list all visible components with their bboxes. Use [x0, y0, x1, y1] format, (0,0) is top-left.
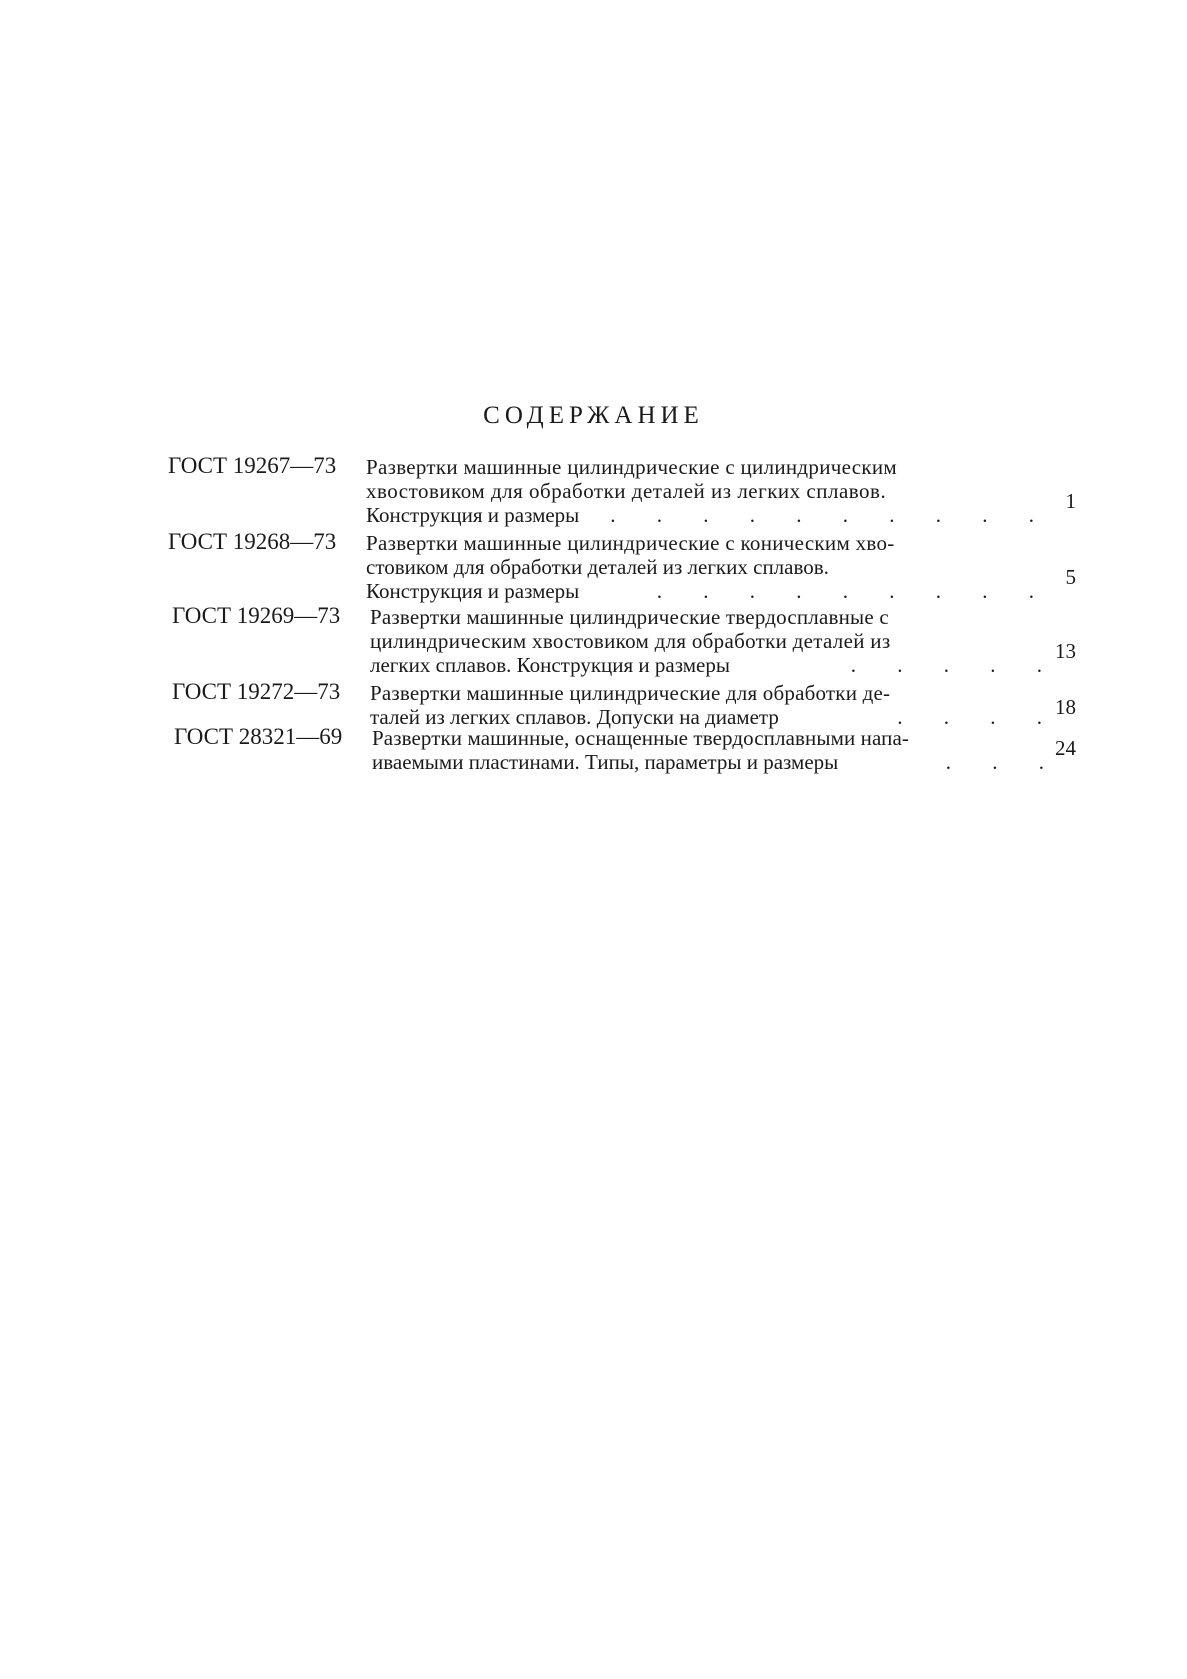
page-number: 13 [1055, 639, 1076, 663]
entry-description [370, 681, 1060, 729]
description-line-text: легких сплавов. Конструкция и размеры [370, 653, 730, 677]
table-of-contents [168, 455, 1088, 776]
description-line [366, 503, 1052, 527]
description-line: стовиком для обработки деталей из легких сплавов. [366, 555, 829, 579]
standard-code: ГОСТ 28321—69 [174, 724, 343, 749]
toc-entry [168, 455, 1088, 531]
description-line [372, 750, 1062, 774]
contents-title: СОДЕРЖАНИЕ [483, 402, 704, 429]
standard-code: ГОСТ 19269—73 [172, 603, 341, 628]
entry-description [370, 605, 1060, 677]
description-line-text: иваемыми пластинами. Типы, параметры и размеры [372, 750, 839, 774]
description-line: хвостовиком для обработки деталей из легких сплавов. [366, 479, 887, 503]
standard-code: ГОСТ 19268—73 [168, 529, 337, 554]
toc-entry [168, 531, 1088, 605]
page-number: 1 [1065, 489, 1076, 513]
leader-dots: . . . [945, 750, 1062, 774]
standard-code: ГОСТ 19272—73 [172, 679, 341, 704]
leader-dots: . . . . . . . . . [656, 579, 1052, 603]
description-line [370, 653, 1060, 677]
description-line: Развертки машинные цилиндрические с цилиндрическим [366, 455, 898, 479]
entry-description [366, 455, 1052, 527]
description-line: цилиндрическим хвостовиком для обработки деталей из [370, 629, 891, 653]
page-number: 24 [1055, 736, 1076, 760]
description-line: Развертки машинные цилиндрические твердосплавные с [370, 605, 889, 629]
entry-description [372, 726, 1062, 774]
page-number: 18 [1055, 695, 1076, 719]
description-line-text: талей из легких сплавов. Допуски на диаметр [370, 705, 779, 729]
entry-description [366, 531, 1052, 603]
standard-code: ГОСТ 19267—73 [168, 453, 337, 478]
leader-dots: . . . . . . . . . . [610, 503, 1052, 527]
description-line: Развертки машинные цилиндрические с коническим хво- [366, 531, 895, 555]
description-line-text: Конструкция и размеры [366, 503, 580, 527]
toc-entry [172, 605, 1088, 681]
description-line-text: Конструкция и размеры [366, 579, 580, 603]
toc-entry [172, 679, 1088, 729]
page-number: 5 [1065, 565, 1076, 589]
description-line [366, 579, 1052, 603]
description-line: Развертки машинные, оснащенные твердосплавными напа- [372, 726, 909, 750]
toc-entry [174, 726, 1088, 776]
leader-dots: . . . . . [850, 653, 1060, 677]
description-line: Развертки машинные цилиндрические для обработки де- [370, 681, 891, 705]
leader-dots: . . . . [897, 705, 1060, 729]
